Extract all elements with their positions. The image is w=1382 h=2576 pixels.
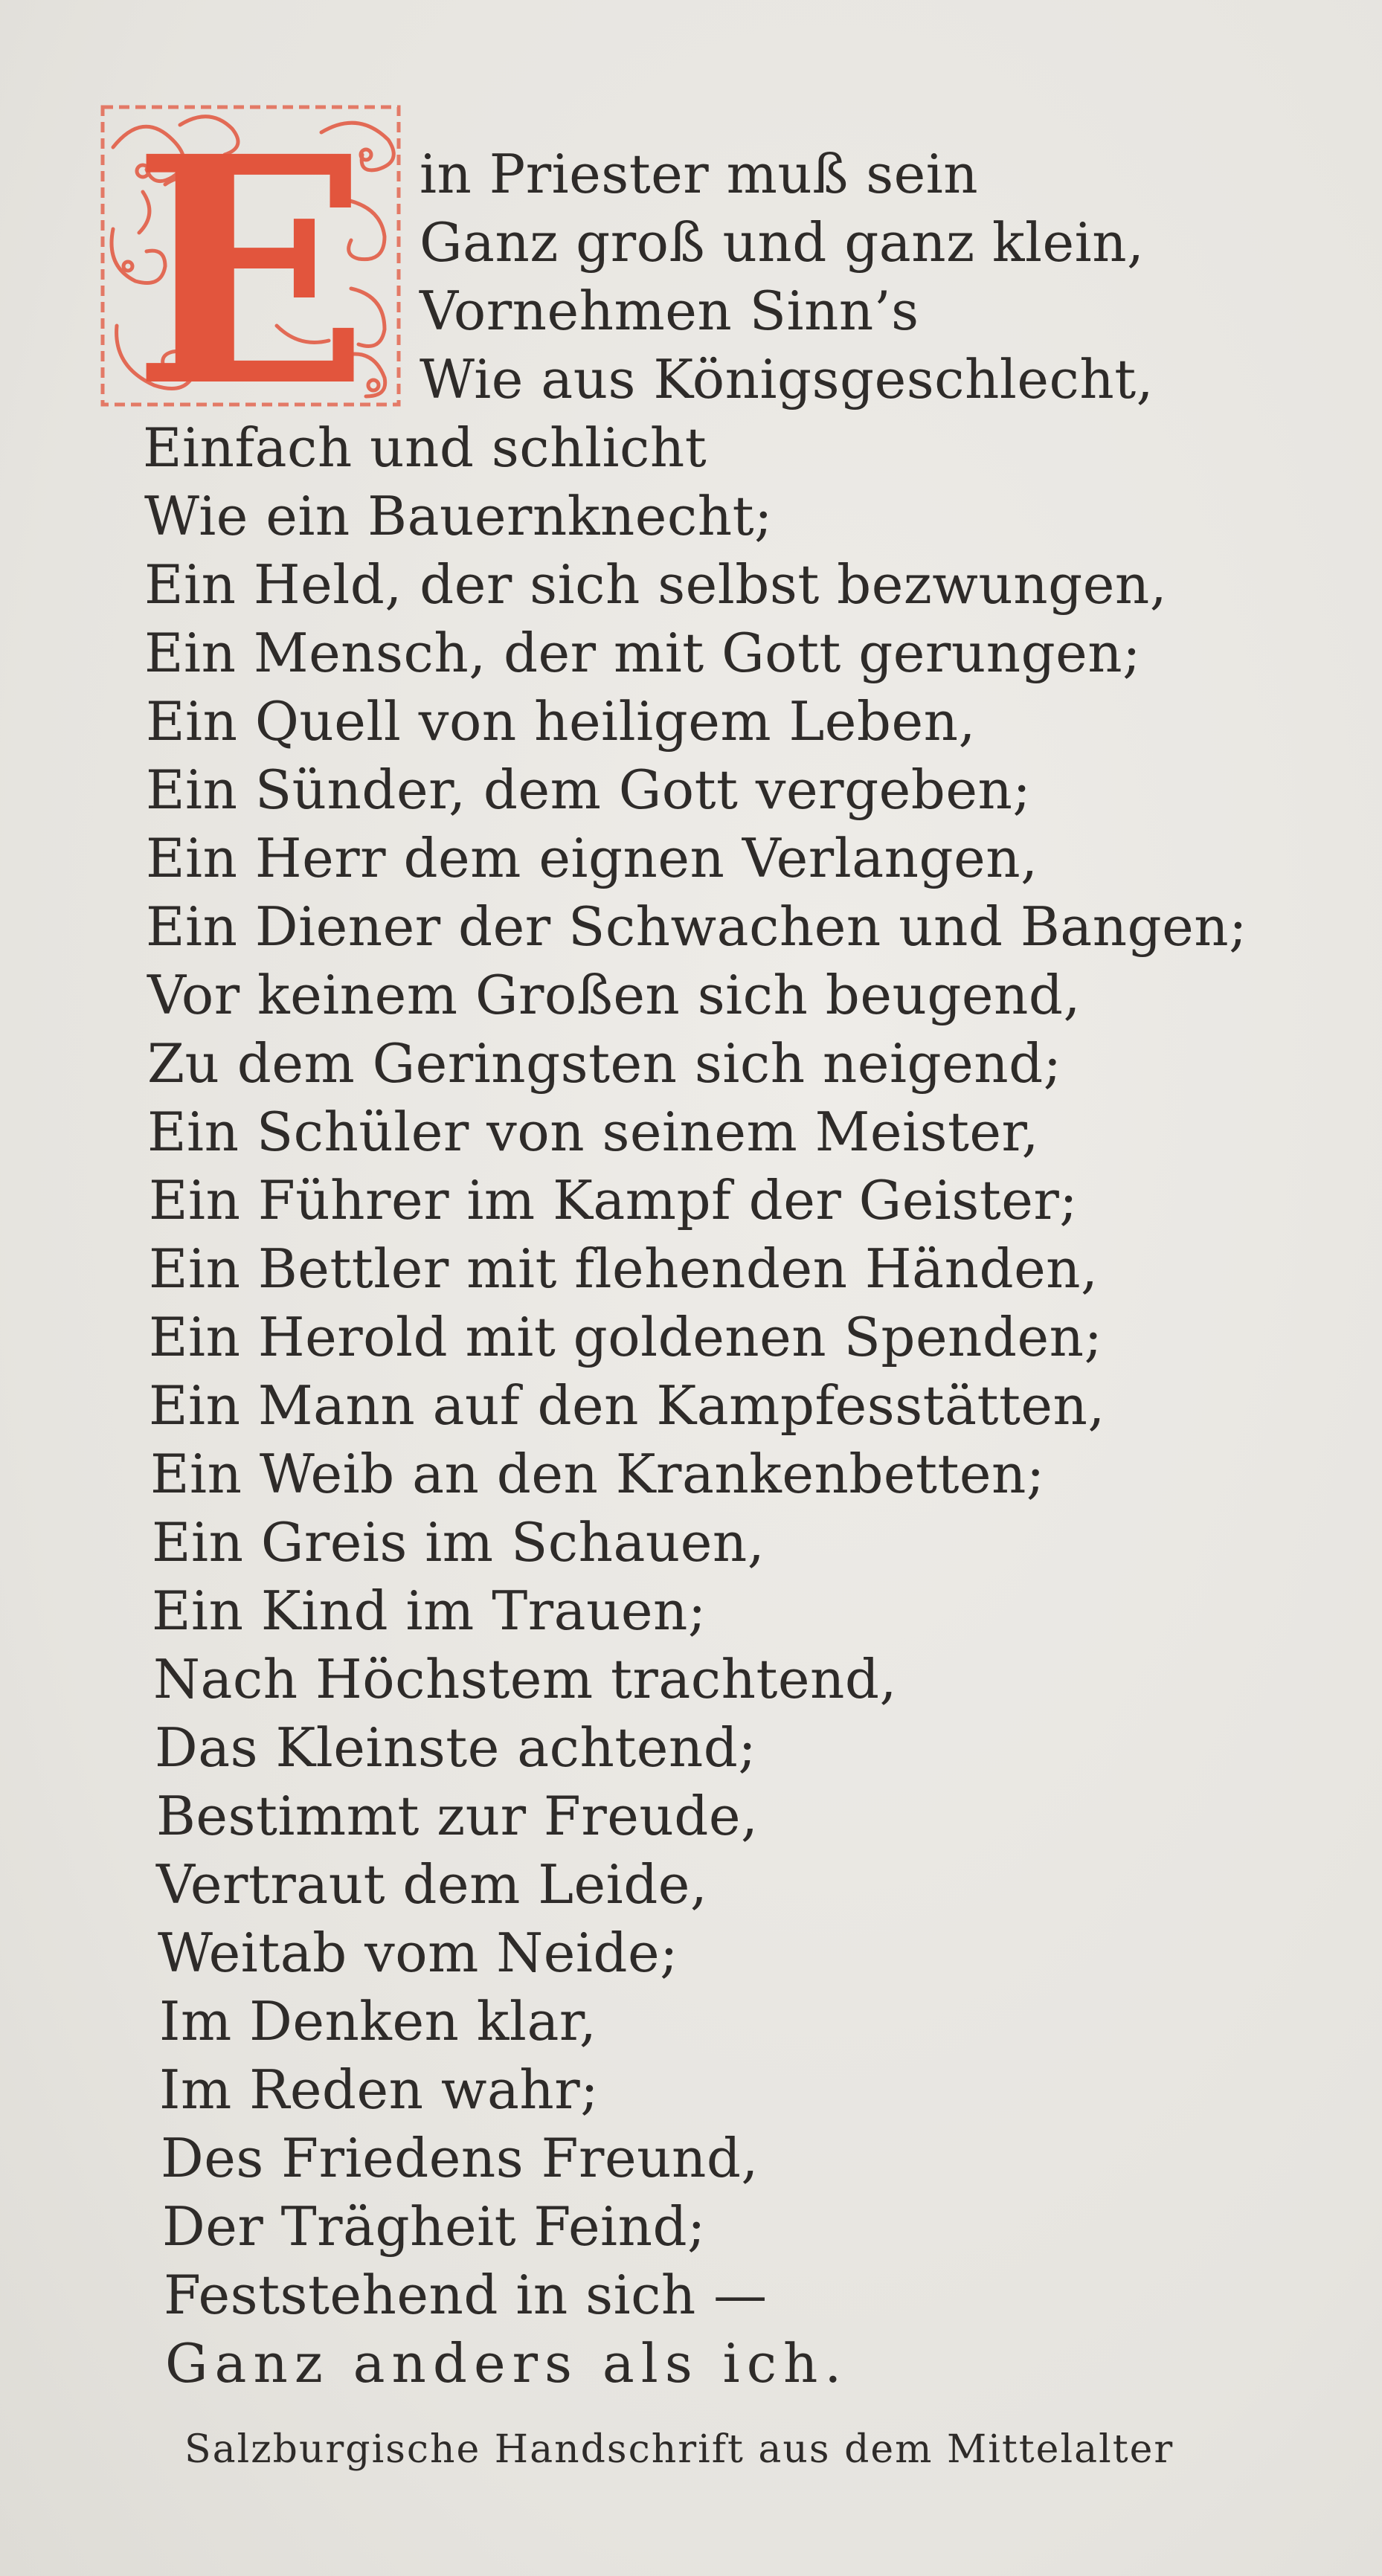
poem-line-last: Ganz anders als ich. xyxy=(165,2332,849,2395)
poem-line: Bestimmt zur Freude, xyxy=(156,1785,759,1847)
poem-line: Vor keinem Großen sich beugend, xyxy=(147,964,1081,1026)
poem-line: Einfach und schlicht xyxy=(143,416,707,479)
poem-line: Ein Schüler von seinem Meister, xyxy=(147,1101,1039,1163)
poem-line: Ganz groß und ganz klein, xyxy=(420,211,1145,274)
poem-line: Ein Sünder, dem Gott vergeben; xyxy=(146,759,1032,821)
poem-line: Wie ein Bauernknecht; xyxy=(144,485,773,547)
poem-line: Vornehmen Sinn’s xyxy=(420,280,919,342)
poem-line: Vertraut dem Leide, xyxy=(156,1853,708,1916)
poem-line: Nach Höchstem trachtend, xyxy=(153,1648,897,1710)
poem-line: Ein Herold mit goldenen Spenden; xyxy=(149,1306,1103,1368)
poem-line: Des Friedens Freund, xyxy=(161,2127,759,2189)
poem-line: Das Kleinste achtend; xyxy=(155,1716,757,1779)
poem-line: Ein Diener der Schwachen und Bangen; xyxy=(146,895,1247,958)
poem-line: Ein Herr dem eignen Verlangen, xyxy=(146,827,1038,889)
poem-line: Der Trägheit Feind; xyxy=(162,2195,706,2258)
poem-line: Ein Quell von heiligem Leben, xyxy=(146,690,976,753)
decorated-initial-letter xyxy=(98,103,403,409)
poem-line: Im Denken klar, xyxy=(159,1990,597,2052)
poem-line: Im Reden wahr; xyxy=(159,2058,599,2121)
poem-line: Zu dem Geringsten sich neigend; xyxy=(147,1032,1062,1095)
poem-line: Wie aus Königsgeschlecht, xyxy=(420,348,1154,410)
poem-line: Ein Führer im Kampf der Geister; xyxy=(149,1169,1078,1231)
poem-line: Weitab vom Neide; xyxy=(158,1922,678,1984)
svg-text:E: E xyxy=(131,103,370,409)
poem-line: Ein Bettler mit flehenden Händen, xyxy=(149,1237,1099,1300)
poem-line: Feststehend in sich — xyxy=(164,2264,768,2326)
poem-line: Ein Held, der sich selbst bezwungen, xyxy=(144,553,1168,616)
poem-line: Ein Kind im Trauen; xyxy=(152,1580,707,1642)
ornament-initial-icon xyxy=(98,103,403,409)
poem-line: Ein Mann auf den Kampfesstätten, xyxy=(149,1374,1105,1437)
poem-line: Ein Mensch, der mit Gott gerungen; xyxy=(144,622,1141,684)
poem-line: in Priester muß sein xyxy=(420,143,979,205)
poem-line: Ein Greis im Schauen, xyxy=(152,1511,765,1574)
source-attribution: Salzburgische Handschrift aus dem Mittelalter xyxy=(184,2427,1174,2472)
poem-line: Ein Weib an den Krankenbetten; xyxy=(150,1443,1045,1505)
